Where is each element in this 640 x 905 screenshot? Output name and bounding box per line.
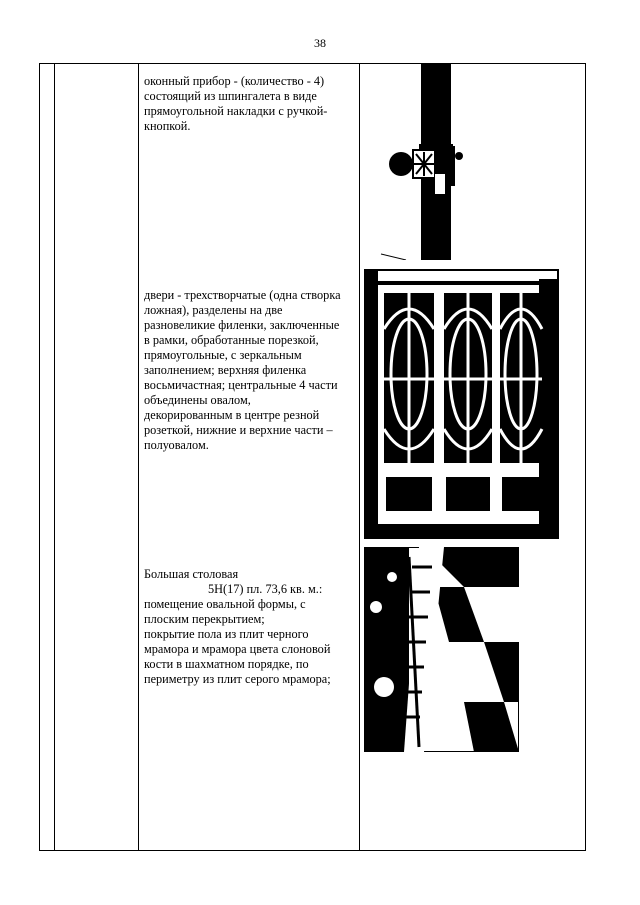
text-line: 5Н(17) пл. 73,6 кв. м.: <box>208 582 323 596</box>
text-line: оконный прибор - (количество - 4) <box>144 74 325 88</box>
page-number: 38 <box>314 36 326 50</box>
text-line: прямоугольные, с зеркальным <box>144 348 302 362</box>
window-latch-photo <box>361 64 471 260</box>
document-table <box>39 63 586 851</box>
text-line: заполнением; верхняя филенка <box>144 363 307 377</box>
text-line: полуовалом. <box>144 438 209 452</box>
text-line: покрытие пола из плит черного <box>144 627 309 641</box>
text-line: восьмичастная; центральные 4 части <box>144 378 338 392</box>
text-line: мрамора и мрамора цвета слоновой <box>144 642 331 656</box>
text-line: кости в шахматном порядке, по <box>144 657 309 671</box>
column-divider-1 <box>54 64 55 850</box>
dining-room-floor-photo <box>364 547 519 752</box>
text-line: ложная), разделены на две <box>144 303 283 317</box>
column-divider-3 <box>359 64 360 850</box>
column-divider-2 <box>138 64 139 850</box>
doors-photo <box>364 269 559 539</box>
text-line: в рамки, обработанные порезкой, <box>144 333 319 347</box>
doors-description <box>144 288 356 453</box>
text-line: кнопкой. <box>144 119 191 133</box>
text-line: объединены овалом, <box>144 393 251 407</box>
text-line: плоским перекрытием; <box>144 612 265 626</box>
text-line: двери - трехстворчатые (одна створка <box>144 288 341 302</box>
dining-room-description <box>144 567 356 687</box>
window-fitting-description <box>144 74 356 134</box>
text-line: розеткой, нижние и верхние части – <box>144 423 333 437</box>
text-line: разновеликие филенки, заключенные <box>144 318 340 332</box>
text-line: периметру из плит серого мрамора; <box>144 672 331 686</box>
room-title: Большая столовая <box>144 567 239 581</box>
text-line: состоящий из шпингалета в виде <box>144 89 317 103</box>
text-line: декорированным в центре резной <box>144 408 320 422</box>
text-line: помещение овальной формы, с <box>144 597 306 611</box>
text-line: прямоугольной накладки с ручкой- <box>144 104 328 118</box>
